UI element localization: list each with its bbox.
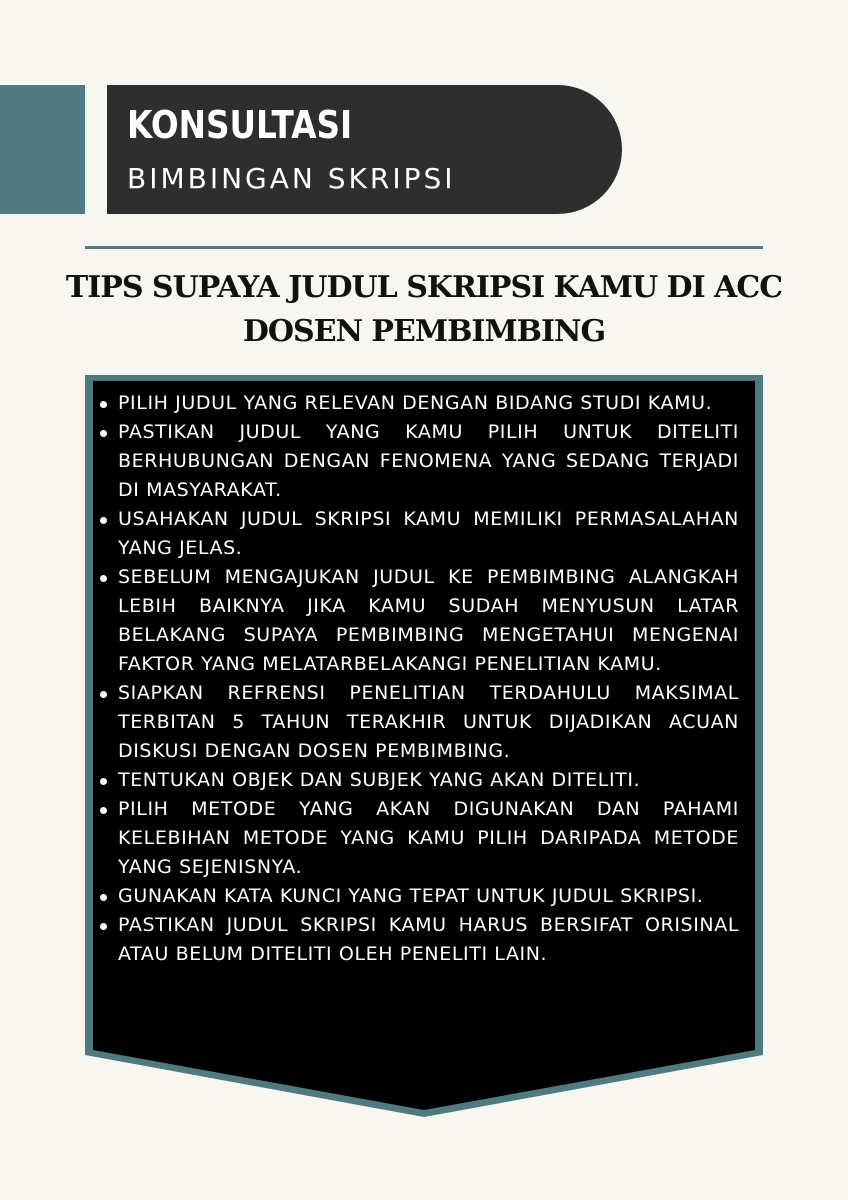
- bullet-icon: [100, 430, 107, 437]
- bullet-icon: [100, 575, 107, 582]
- bullet-icon: [100, 923, 107, 930]
- tip-item: USAHAKAN JUDUL SKRIPSI KAMU MEMILIKI PERMASALAHAN YANG JELAS.: [96, 505, 739, 563]
- bullet-icon: [100, 894, 107, 901]
- heading-line-2: DOSEN PEMBIMBING: [242, 314, 606, 349]
- bullet-icon: [100, 691, 107, 698]
- tip-item: TENTUKAN OBJEK DAN SUBJEK YANG AKAN DITELITI.: [96, 766, 739, 795]
- bullet-icon: [100, 401, 107, 408]
- tip-item: SEBELUM MENGAJUKAN JUDUL KE PEMBIMBING ALANGKAH LEBIH BAIKNYA JIKA KAMU SUDAH MENYUSUN LATAR BELAKANG SUPAYA PEMBIMBING MENGETAHUI MENGENAI FAKTOR YANG MELATARBELAKANGI PENELITIAN KAMU.: [96, 563, 739, 679]
- tip-item: PILIH METODE YANG AKAN DIGUNAKAN DAN PAHAMI KELEBIHAN METODE YANG KAMU PILIH DARIPADA METODE YANG SEJENISNYA.: [96, 795, 739, 882]
- tip-item: PASTIKAN JUDUL SKRIPSI KAMU HARUS BERSIFAT ORISINAL ATAU BELUM DITELITI OLEH PENELITI LAIN.: [96, 911, 739, 969]
- tip-item: GUNAKAN KATA KUNCI YANG TEPAT UNTUK JUDUL SKRIPSI.: [96, 882, 739, 911]
- tip-item: SIAPKAN REFRENSI PENELITIAN TERDAHULU MAKSIMAL TERBITAN 5 TAHUN TERAKHIR UNTUK DIJADIKAN ACUAN DISKUSI DENGAN DOSEN PEMBIMBING.: [96, 679, 739, 766]
- bullet-icon: [100, 807, 107, 814]
- heading-line-1: TIPS SUPAYA JUDUL SKRIPSI KAMU DI ACC: [65, 270, 783, 305]
- tips-list: [96, 389, 739, 969]
- tip-item: PILIH JUDUL YANG RELEVAN DENGAN BIDANG STUDI KAMU.: [96, 389, 739, 418]
- bullet-icon: [100, 778, 107, 785]
- header-title: KONSULTASI: [127, 103, 353, 147]
- tip-item: PASTIKAN JUDUL YANG KAMU PILIH UNTUK DITELITI BERHUBUNGAN DENGAN FENOMENA YANG SEDANG TERJADI DI MASYARAKAT.: [96, 418, 739, 505]
- bullet-icon: [100, 517, 107, 524]
- header-subtitle: BIMBINGAN SKRIPSI: [127, 162, 456, 195]
